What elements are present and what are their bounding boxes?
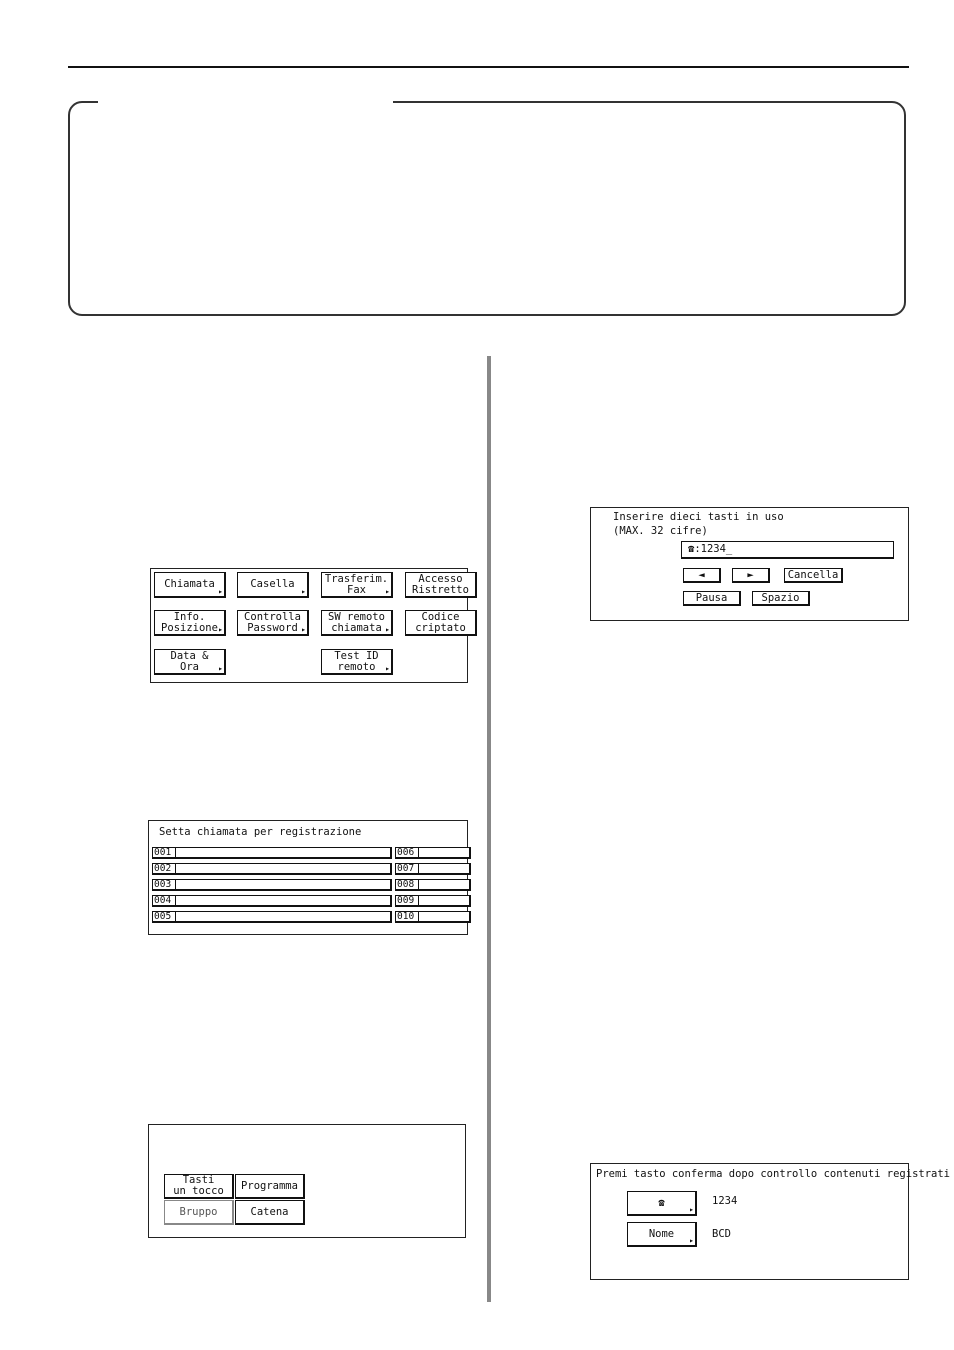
submenu-arrow-icon: ▸ — [301, 625, 306, 634]
catena-button[interactable]: Catena — [235, 1200, 305, 1225]
name-value: BCD — [712, 1228, 731, 1240]
submenu-arrow-icon: ▸ — [689, 1205, 694, 1214]
nome-button[interactable]: Nome ▸ — [627, 1222, 697, 1247]
key-row[interactable]: 001 — [152, 847, 392, 859]
submenu-arrow-icon: ▸ — [218, 664, 223, 673]
key-row[interactable]: 007 — [395, 863, 471, 875]
note-box — [68, 101, 906, 316]
dial-entry-panel — [590, 507, 909, 621]
submenu-arrow-icon: ▸ — [218, 587, 223, 596]
accesso-ristretto-button[interactable]: Accesso Ristretto — [405, 572, 477, 598]
spazio-button[interactable]: Spazio — [752, 591, 810, 606]
settings-menu-panel — [150, 568, 468, 683]
key-row[interactable]: 002 — [152, 863, 392, 875]
trasferim-fax-button[interactable]: Trasferim. Fax ▸ — [321, 572, 393, 598]
info-posizione-button[interactable]: Info. Posizione ▸ — [154, 610, 226, 636]
cursor-left-button[interactable]: ◄ — [683, 568, 721, 583]
panel-title: Setta chiamata per registrazione — [159, 826, 362, 838]
number-input[interactable] — [681, 541, 894, 559]
top-rule — [68, 66, 909, 68]
column-divider — [487, 356, 491, 1302]
key-row[interactable]: 008 — [395, 879, 471, 891]
register-key-panel — [148, 820, 468, 935]
prompt-line-1: Inserire dieci tasti in uso — [613, 511, 784, 523]
key-row[interactable]: 010 — [395, 911, 471, 923]
key-row[interactable]: 006 — [395, 847, 471, 859]
submenu-arrow-icon: ▸ — [385, 625, 390, 634]
key-type-panel — [148, 1124, 466, 1238]
phone-icon: ☎ — [658, 1196, 665, 1209]
submenu-arrow-icon: ▸ — [385, 587, 390, 596]
confirm-panel — [590, 1163, 951, 1280]
phone-icon: ☎ — [688, 543, 695, 555]
key-row[interactable]: 009 — [395, 895, 471, 907]
phone-number-value: 1234 — [712, 1195, 738, 1207]
cursor-right-button[interactable]: ► — [732, 568, 770, 583]
prompt-line-2: (MAX. 32 cifre) — [613, 525, 708, 537]
key-row[interactable]: 004 — [152, 895, 392, 907]
submenu-arrow-icon: ▸ — [689, 1236, 694, 1245]
phone-number-button[interactable] — [627, 1191, 697, 1216]
panel-title: Premi tasto conferma dopo controllo contenuti registrati — [596, 1168, 951, 1180]
submenu-arrow-icon: ▸ — [385, 664, 390, 673]
pausa-button[interactable]: Pausa — [683, 591, 741, 606]
key-row[interactable]: 005 — [152, 911, 392, 923]
codice-criptato-button[interactable]: Codice criptato — [405, 610, 477, 636]
chiamata-button[interactable]: Chiamata ▸ — [154, 572, 226, 598]
cancella-button[interactable]: Cancella — [784, 568, 843, 583]
data-ora-button[interactable]: Data & Ora ▸ — [154, 649, 226, 675]
casella-button[interactable]: Casella ▸ — [237, 572, 309, 598]
tasti-un-tocco-button[interactable]: Tasti un tocco — [164, 1174, 234, 1199]
programma-button[interactable]: Programma — [235, 1174, 305, 1199]
controlla-password-button[interactable]: Controlla Password ▸ — [237, 610, 309, 636]
gruppo-button[interactable]: Bruppo — [164, 1200, 234, 1225]
test-id-remoto-button[interactable]: Test ID remoto ▸ — [321, 649, 393, 675]
number-value: :1234_ — [694, 543, 733, 555]
submenu-arrow-icon: ▸ — [218, 625, 223, 634]
submenu-arrow-icon: ▸ — [301, 587, 306, 596]
sw-remoto-chiamata-button[interactable]: SW remoto chiamata ▸ — [321, 610, 393, 636]
key-row[interactable]: 003 — [152, 879, 392, 891]
